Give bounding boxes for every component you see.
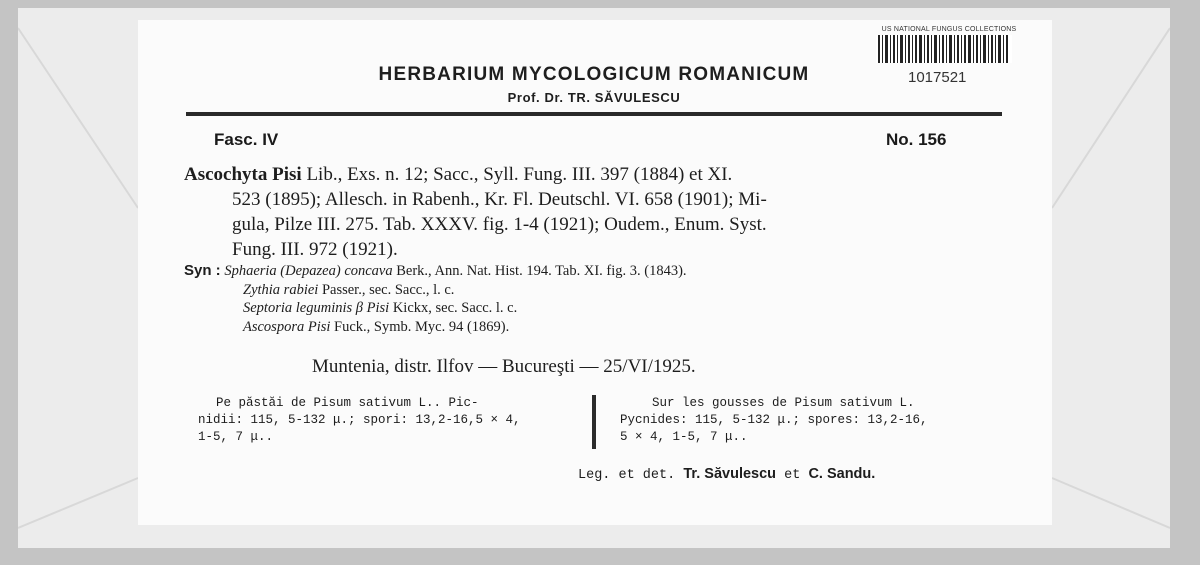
synonyms-block xyxy=(184,262,1006,336)
column-divider xyxy=(592,395,596,449)
herbarium-title: HERBARIUM MYCOLOGICUM ROMANICUM xyxy=(378,64,810,85)
description-ro-line: Pe păstăi de Pisum sativum L.. Pic- xyxy=(216,396,479,410)
barcode-block xyxy=(876,26,1022,92)
locality-line: Muntenia, distr. Ilfov — Bucureşti — 25/VI/1925. xyxy=(312,356,696,377)
description-ro-line: 1-5, 7 μ.. xyxy=(198,430,274,444)
barcode-caption: US NATIONAL FUNGUS COLLECTIONS xyxy=(881,26,1017,33)
synonym-ref: Berk., Ann. Nat. Hist. 194. Tab. XI. fig. 3. (1843). xyxy=(392,263,687,279)
synonym-row xyxy=(184,299,1006,318)
header-divider xyxy=(186,112,1002,116)
synonym-name: Zythia rabiei xyxy=(243,281,319,298)
synonym-ref: Fuck., Symb. Myc. 94 (1869). xyxy=(330,318,510,335)
synonym-name: Ascospora Pisi xyxy=(243,318,331,335)
synonym-row xyxy=(184,281,1006,300)
description-fr-line: 5 × 4, 1-5, 7 μ.. xyxy=(620,430,748,444)
synonym-row xyxy=(184,262,1006,281)
synonym-ref: Kickx, sec. Sacc. l. c. xyxy=(389,300,518,316)
collectors-joiner: et xyxy=(776,468,809,483)
collectors-prefix: Leg. et det. xyxy=(578,468,684,483)
synonym-name: Sphaeria (Depazea) concava xyxy=(224,263,393,279)
collector-name-1: Tr. Săvulescu xyxy=(683,466,777,482)
synonym-name: Septoria leguminis β Pisi xyxy=(243,300,390,316)
citation-line-3: gula, Pilze III. 275. Tab. XXXV. fig. 1-4 (1921); Oudem., Enum. Syst. xyxy=(232,214,767,235)
barcode-icon xyxy=(876,35,1012,63)
description-fr-line: Sur les gousses de Pisum sativum L. xyxy=(652,396,915,410)
description-ro-line: nidii: 115, 5-132 μ.; spori: 13,2-16,5 × 4, xyxy=(198,413,521,427)
citation-line-1: Lib., Exs. n. 12; Sacc., Syll. Fung. III. 397 (1884) et XI. xyxy=(301,164,733,185)
description-romanian xyxy=(198,395,578,446)
synonym-row xyxy=(184,318,1006,337)
description-french xyxy=(620,395,1020,446)
species-citation xyxy=(184,162,1006,262)
synonyms-label: Syn : xyxy=(184,262,221,279)
collector-name-2: C. Sandu. xyxy=(808,466,876,482)
species-name: Ascochyta Pisi xyxy=(184,164,302,185)
collectors-line xyxy=(578,466,875,483)
specimen-number: No. 156 xyxy=(886,130,947,149)
synonym-ref: Passer., sec. Sacc., l. c. xyxy=(318,281,455,298)
fascicle-label: Fasc. IV xyxy=(214,130,279,149)
citation-line-4: Fung. III. 972 (1921). xyxy=(232,239,398,260)
herbarium-subtitle: Prof. Dr. TR. SĂVULESCU xyxy=(507,90,681,105)
barcode-number: 1017521 xyxy=(908,69,967,86)
description-fr-line: Pycnides: 115, 5-132 μ.; spores: 13,2-16, xyxy=(620,413,928,427)
citation-line-2: 523 (1895); Allesch. in Rabenh., Kr. Fl. Deutschl. VI. 658 (1901); Mi- xyxy=(232,189,767,210)
